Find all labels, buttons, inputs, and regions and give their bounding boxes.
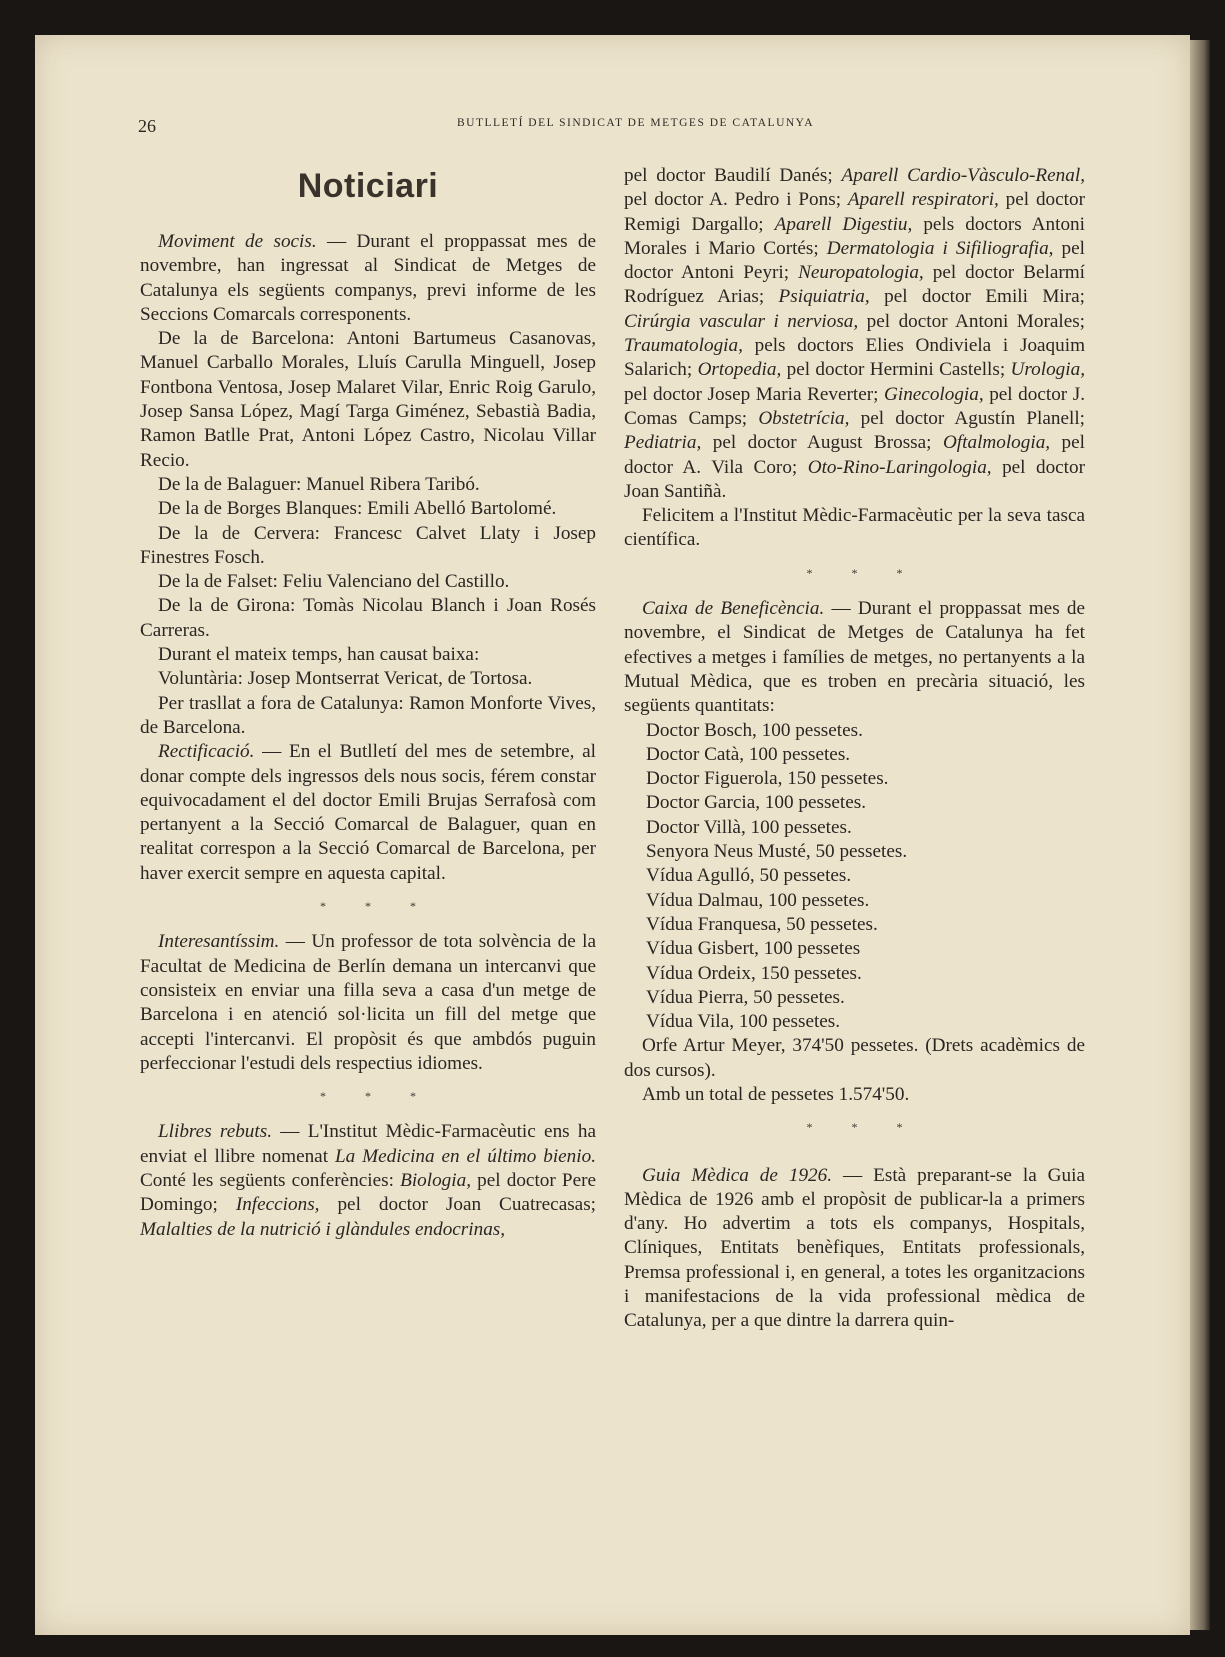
list-item: Senyora Neus Musté, 50 pessetes.: [646, 841, 908, 863]
list-item: Vídua Gisbert, 100 pessetes: [646, 938, 861, 960]
conference-title: Psiquiatria,: [778, 286, 870, 308]
list-item: Doctor Figuerola, 150 pessetes.: [646, 768, 889, 790]
conference-title: Traumatologia,: [624, 335, 743, 357]
conference-title: Oftalmologia,: [942, 432, 1051, 454]
guia-title: Guia Mèdica de 1926.: [642, 1164, 833, 1186]
page-header: [138, 112, 1093, 136]
conference-author: pel doctor Baudilí Danés;: [624, 165, 842, 186]
conference-author: pel doctor August Brossa;: [701, 432, 943, 454]
book-title: La Medicina en el último bienio.: [334, 1145, 596, 1167]
rectificacio-text: — En el Butlletí del mes de setembre, al donar compte dels ingressos dels nous socis, férem constar equivocadament el del doctor Emili Brujas Serrafosà com pertanyent a la Secció Comarcal de Balaguer, quan en realitat correspon a la Secció Comarcal de Barcelona, per haver exercit sempre en aquesta capital.: [140, 741, 596, 884]
list-item: Vídua Franquesa, 50 pessetes.: [646, 913, 878, 935]
conference-title: Aparell Cardio-Vàsculo-Renal,: [841, 165, 1085, 186]
caixa-paragraph: [624, 597, 1085, 718]
rectificacio-paragraph: [140, 740, 596, 886]
conference-author: pel doctor Belarmí Rodríguez Arias;: [624, 262, 1085, 308]
conference-title: Cirúrgia vascular i nerviosa,: [624, 310, 859, 332]
ornament-divider: * * *: [806, 565, 921, 580]
interesantissim-paragraph: [140, 930, 596, 1076]
rectificacio-title: Rectificació.: [158, 741, 255, 763]
list-item: Vídua Vila, 100 pessetes.: [646, 1011, 841, 1033]
page-number: 26: [138, 116, 156, 136]
llibres-text: — L'Institut Mèdic-Farmacèutic ens ha enviat el llibre nomenat: [140, 1121, 597, 1167]
spacer: [624, 1152, 1085, 1164]
llibres-paragraph: [140, 1120, 596, 1241]
conference-author: pel doctor Antoni Morales;: [858, 310, 1086, 332]
interesantissim-title: Interesantíssim.: [158, 931, 280, 953]
baixa-intro: Durant el mateix temps, han causat baixa:: [158, 644, 480, 666]
conference-title: Biologia,: [400, 1169, 471, 1191]
conference-author: pel doctor Joan Santiñà.: [624, 456, 1085, 502]
conference-title: Neuropatologia,: [798, 262, 924, 284]
conference-author: pel doctor J. Comas Camps;: [624, 383, 1085, 429]
moviment-falset: De la de Falset: Feliu Valenciano del Castillo.: [158, 571, 510, 593]
conference-title: Ginecologia,: [884, 383, 984, 405]
ornament-divider: * * *: [320, 1089, 434, 1104]
conference-title: Ortopedia,: [697, 359, 782, 381]
caixa-title: Caixa de Beneficència.: [642, 598, 825, 620]
conference-title: Aparell respiratori,: [847, 189, 999, 211]
conference-author: pel doctor Hermini Castells;: [781, 359, 1011, 381]
moviment-title: Moviment de socis.: [158, 231, 317, 252]
guia-text: — Està preparant-se la Guia Mèdica de 1926 amb el propòsit de publicar-la a primers d'any. Ho advertim a tots els companys, Hospitals, Clíniques, Entitats benèfiques, Entitats professionals, Premsa professional i, en general, a totes les organitzacions i manifestacions de la vida professional mèdica de Catalunya, per a que dintre la darrera quin-: [624, 1164, 1085, 1332]
conference-title: Pediatria,: [624, 432, 702, 454]
conference-author: pel doctor Josep Maria Reverter;: [624, 383, 884, 405]
moviment-paragraph: [140, 230, 596, 327]
llibres-title: Llibres rebuts.: [158, 1121, 272, 1143]
running-title: BUTLLETÍ DEL SINDICAT DE METGES DE CATALUNYA: [456, 117, 815, 129]
llibres-continued: [624, 164, 1085, 504]
moviment-girona: De la de Girona: Tomàs Nicolau Blanch i Joan Rosés Carreras.: [140, 595, 596, 641]
list-item: Doctor Catà, 100 pessetes.: [646, 743, 851, 765]
conference-author: pel doctor Joan Cuatrecasas;: [319, 1194, 596, 1216]
conference-title: Infeccions,: [235, 1194, 320, 1216]
conference-title: Dermatologia i Sifiliografia,: [826, 237, 1054, 259]
llibres-text: Conté les següents conferències:: [140, 1169, 401, 1191]
conference-author: pel doctor Pere Domingo;: [140, 1169, 597, 1216]
page-edge: [1190, 40, 1210, 1630]
donations-list: [624, 719, 1085, 1035]
conference-author: pels doctors Elies Ondiviela i Joaquim Salarich;: [624, 335, 1085, 381]
conference-author: pel doctor A. Vila Coro;: [624, 432, 1085, 478]
total-line: Amb un total de pessetes 1.574'50.: [642, 1083, 910, 1105]
list-item: Vídua Pierra, 50 pessetes.: [646, 986, 845, 1008]
list-item: Vídua Dalmau, 100 pessetes.: [646, 889, 870, 911]
section-title: Noticiari: [297, 167, 439, 205]
caixa-text: — Durant el proppassat mes de novembre, el Sindicat de Metges de Catalunya ha fet efectives a metges i famílies de metges, no pertanyents a la Mutual Mèdica, que es troben en precària situació, les següents quantitats:: [624, 598, 1085, 717]
moviment-barcelona: De la de Barcelona: Antoni Bartumeus Casanovas, Manuel Carballo Morales, Lluís Carulla Minguell, Josep Fontbona Ventosa, Josep Malaret Vilar, Enric Roig Garulo, Josep Sansa López, Magí Targa Giménez, Sebastià Badia, Ramon Batlle Prat, Antoni López Castro, Nicolau Villar Recio.: [140, 328, 596, 471]
conference-author: pel doctor Remigi Dargallo;: [624, 189, 1085, 235]
conference-title: Obstetrícia,: [758, 407, 850, 429]
felicitem-paragraph: Felicitem a l'Institut Mèdic-Farmacèutic per la seva tasca científica.: [624, 505, 1085, 551]
baixa-trasllat: Per trasllat a fora de Catalunya: Ramon Monforte Vives, de Barcelona.: [140, 692, 596, 738]
moviment-cervera: De la de Cervera: Francesc Calvet Llaty i Josep Finestres Fosch.: [140, 522, 596, 568]
conference-title: Oto-Rino-Laringologia,: [807, 456, 992, 478]
moviment-balaguer: De la de Balaguer: Manuel Ribera Taribó.: [158, 473, 480, 495]
list-item: Vídua Agulló, 50 pessetes.: [646, 865, 852, 887]
moviment-intro: — Durant el proppassat mes de novembre, han ingressat al Sindicat de Metges de Catalunya els següents companys, previ informe de les Seccions Comarcals corresponents.: [140, 231, 596, 325]
baixa-voluntaria: Voluntària: Josep Montserrat Vericat, de Tortosa.: [158, 668, 533, 690]
conference-author: pels doctors Antoni Morales i Mario Cortés;: [624, 213, 1085, 259]
conference-title: Urologia,: [1010, 359, 1085, 381]
list-item: Doctor Garcia, 100 pessetes.: [646, 792, 867, 814]
conference-author: pel doctor Antoni Peyri;: [624, 237, 1085, 284]
ornament-divider: * * *: [806, 1120, 921, 1135]
conference-author: pel doctor Agustín Planell;: [849, 407, 1085, 429]
right-column: [624, 164, 1085, 1334]
conference-title: Malalties de la nutrició i glàndules endocrinas,: [140, 1218, 506, 1240]
ornament-divider: * * *: [320, 899, 434, 914]
moviment-borges: De la de Borges Blanques: Emili Abelló Bartolomé.: [158, 498, 557, 520]
orfe-line: Orfe Artur Meyer, 374'50 pessetes. (Drets acadèmics de dos cursos).: [624, 1035, 1085, 1081]
list-item: Doctor Villà, 100 pessetes.: [646, 816, 852, 838]
list-item: Vídua Ordeix, 150 pessetes.: [646, 962, 862, 984]
conference-author: pel doctor A. Pedro i Pons;: [624, 189, 848, 211]
conference-title: Aparell Digestiu,: [774, 213, 913, 235]
conference-author: pel doctor Emili Mira;: [869, 286, 1085, 308]
left-column: [140, 164, 596, 1242]
guia-paragraph: [624, 1164, 1085, 1334]
list-item: Doctor Bosch, 100 pessetes.: [646, 719, 863, 741]
interesantissim-text: — Un professor de tota solvència de la Facultat de Medicina de Berlín demana un intercanvi que consisteix en enviar una filla seva a casa d'un metge de Barcelona i en atenció sol·licita un fill del metge que accepti l'intercanvi. El propòsit és que ambdós puguin perfeccionar l'estudi dels respectius idiomes.: [140, 931, 596, 1074]
